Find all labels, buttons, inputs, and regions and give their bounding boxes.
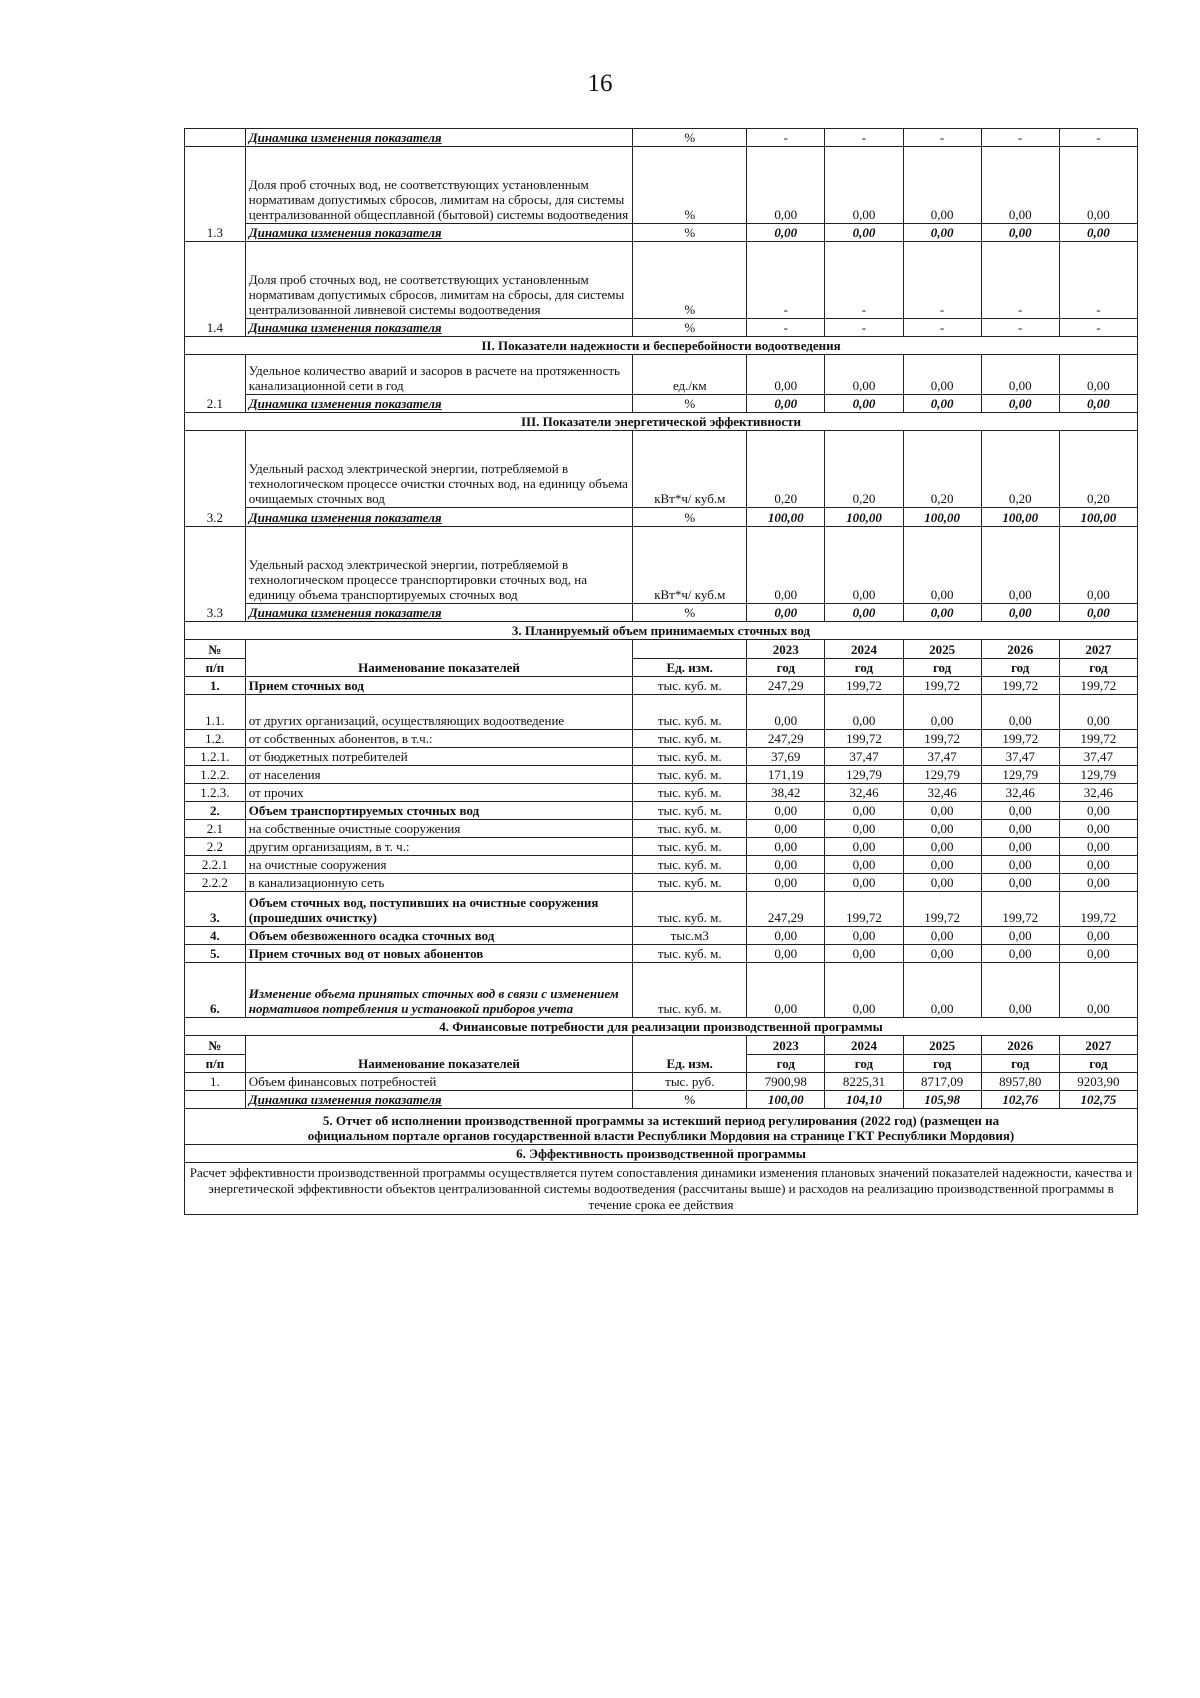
year-header: 2023	[747, 640, 825, 659]
row-number: 1.	[185, 677, 246, 695]
value-cell: 0,00	[903, 527, 981, 604]
dynamics-row	[185, 129, 1138, 147]
value-cell: 199,72	[903, 892, 981, 927]
efficiency-section	[185, 1145, 1138, 1163]
volume-row	[185, 892, 1138, 927]
value-cell: -	[981, 129, 1059, 147]
value-cell: 199,72	[825, 677, 903, 695]
value-cell: 129,79	[981, 766, 1059, 784]
volume-row	[185, 945, 1138, 963]
value-cell: -	[825, 319, 903, 337]
value-cell: 38,42	[747, 784, 825, 802]
efficiency-text-row	[185, 1163, 1138, 1215]
value-cell: 37,47	[1059, 748, 1137, 766]
row-number	[185, 1091, 246, 1109]
value-cell: 0,00	[825, 874, 903, 892]
name-header: Наименование показателей	[245, 640, 632, 677]
value-cell: 0,00	[1059, 802, 1137, 820]
year-word: год	[825, 659, 903, 677]
dynamics-label: Динамика изменения показателя	[245, 604, 632, 622]
value-cell: 129,79	[1059, 766, 1137, 784]
value-cell: 129,79	[903, 766, 981, 784]
unit-cell: тыс. куб. м.	[633, 945, 747, 963]
unit-cell: %	[633, 395, 747, 413]
volume-section	[185, 622, 1138, 640]
value-cell: 0,00	[747, 527, 825, 604]
value-cell: 0,00	[903, 874, 981, 892]
value-cell: 0,00	[981, 802, 1059, 820]
volume-row	[185, 784, 1138, 802]
year-word: год	[1059, 659, 1137, 677]
indicator-name: другим организациям, в т. ч.:	[245, 838, 632, 856]
row-number: 2.	[185, 802, 246, 820]
value-cell: 0,00	[747, 355, 825, 395]
unit-cell: тыс. куб. м.	[633, 677, 747, 695]
unit-cell: тыс. куб. м.	[633, 766, 747, 784]
efficiency-text: Расчет эффективности производственной программы осуществляется путем сопоставления динамики изменения плановых значений показателей надежности, качества и энергетической эффективности объектов централизованной системы водоотведения (рассчитаны выше) и расходов на реализацию производственной программы в течение срока ее действия	[185, 1163, 1138, 1215]
row-number: 5.	[185, 945, 246, 963]
value-cell: 0,00	[747, 802, 825, 820]
volume-row	[185, 766, 1138, 784]
unit-cell: %	[633, 319, 747, 337]
row-number: 3.2	[185, 431, 246, 527]
value-cell: -	[825, 129, 903, 147]
value-cell: 37,47	[903, 748, 981, 766]
unit-cell: тыс. куб. м.	[633, 874, 747, 892]
value-cell: 100,00	[903, 508, 981, 527]
section-2-title: II. Показатели надежности и бесперебойности водоотведения	[185, 337, 1138, 355]
value-cell: 0,00	[825, 224, 903, 242]
value-cell: 199,72	[981, 892, 1059, 927]
value-cell: 0,00	[903, 224, 981, 242]
value-cell: 247,29	[747, 892, 825, 927]
indicator-name: Доля проб сточных вод, не соответствующих установленным нормативам допустимых сбросов, лимитам на сбросы, для системы централизованной ливневой системы водоотведения	[245, 242, 632, 319]
unit-cell: %	[633, 129, 747, 147]
value-cell: 0,00	[903, 945, 981, 963]
row-number: 3.3	[185, 527, 246, 622]
value-cell: 199,72	[825, 730, 903, 748]
indicator-name: от других организаций, осуществляющих водоотведение	[245, 695, 632, 730]
year-word: год	[747, 659, 825, 677]
unit-cell: тыс. куб. м.	[633, 730, 747, 748]
volume-row	[185, 963, 1138, 1018]
row-number: 1.2.3.	[185, 784, 246, 802]
value-cell: 0,00	[903, 695, 981, 730]
unit-cell: %	[633, 147, 747, 224]
row-number: 6.	[185, 963, 246, 1018]
value-cell: 129,79	[825, 766, 903, 784]
indicator-name: Объем обезвоженного осадка сточных вод	[245, 927, 632, 945]
year-word: год	[825, 1055, 903, 1073]
volume-row	[185, 730, 1138, 748]
unit-cell: ед./км	[633, 355, 747, 395]
value-cell: 0,00	[981, 395, 1059, 413]
value-cell: 100,00	[747, 1091, 825, 1109]
year-header: 2025	[903, 640, 981, 659]
value-cell: 0,00	[825, 527, 903, 604]
indicator-name: Доля проб сточных вод, не соответствующих установленным нормативам допустимых сбросов, лимитам на сбросы, для системы централизованной общесплавной (бытовой) системы водоотведения	[245, 147, 632, 224]
unit-header: Ед. изм.	[633, 659, 747, 677]
indicator-name: Удельный расход электрической энергии, потребляемой в технологическом процессе транспортировки сточных вод, на единицу объема транспортируемых сточных вод	[245, 527, 632, 604]
dynamics-row	[185, 508, 1138, 527]
report-line-2: официальном портале органов государственной власти Республики Мордовия на странице ГКТ Республики Мордовия)	[307, 1128, 1015, 1143]
row-number: 1.3	[185, 147, 246, 242]
value-cell: 0,00	[1059, 820, 1137, 838]
num-header: №	[185, 640, 246, 659]
value-cell: -	[903, 242, 981, 319]
value-cell: -	[747, 129, 825, 147]
indicator-name: Объем сточных вод, поступивших на очистные сооружения (прошедших очистку)	[245, 892, 632, 927]
year-header: 2027	[1059, 640, 1137, 659]
value-cell: 0,00	[1059, 963, 1137, 1018]
value-cell: 199,72	[981, 677, 1059, 695]
volume-row	[185, 856, 1138, 874]
value-cell: 0,00	[747, 874, 825, 892]
value-cell: 0,00	[1059, 695, 1137, 730]
value-cell: 0,00	[981, 355, 1059, 395]
indicator-row-row_1_3	[185, 147, 1138, 224]
value-cell: 0,00	[981, 945, 1059, 963]
unit-cell: тыс. куб. м.	[633, 820, 747, 838]
value-cell: -	[903, 129, 981, 147]
unit-cell: тыс. куб. м.	[633, 892, 747, 927]
value-cell: 37,47	[825, 748, 903, 766]
indicators-table	[184, 128, 1138, 1215]
year-header: 2023	[747, 1036, 825, 1055]
value-cell: 0,00	[747, 224, 825, 242]
volume-section-title: 3. Планируемый объем принимаемых сточных вод	[185, 622, 1138, 640]
unit-header: Ед. изм.	[633, 1036, 747, 1073]
finance-row	[185, 1073, 1138, 1091]
value-cell: 0,00	[825, 604, 903, 622]
year-word: год	[981, 659, 1059, 677]
indicator-name: на очистные сооружения	[245, 856, 632, 874]
indicator-name: Объем финансовых потребностей	[245, 1073, 632, 1091]
value-cell: -	[747, 319, 825, 337]
volume-row	[185, 695, 1138, 730]
value-cell: 0,20	[747, 431, 825, 508]
unit-cell: кВт*ч/ куб.м	[633, 431, 747, 508]
dynamics-label: Динамика изменения показателя	[245, 224, 632, 242]
value-cell: 0,20	[981, 431, 1059, 508]
dynamics-row	[185, 395, 1138, 413]
section-2	[185, 337, 1138, 355]
report-section-text	[185, 1109, 1138, 1145]
indicator-name: от бюджетных потребителей	[245, 748, 632, 766]
value-cell: 0,00	[825, 963, 903, 1018]
value-cell: 0,00	[981, 695, 1059, 730]
row-number: 2.2	[185, 838, 246, 856]
value-cell: 104,10	[825, 1091, 903, 1109]
value-cell: 0,00	[747, 945, 825, 963]
value-cell: 0,00	[747, 820, 825, 838]
volume-header-row	[185, 640, 1138, 659]
value-cell: 0,20	[903, 431, 981, 508]
value-cell: 0,00	[903, 802, 981, 820]
value-cell: -	[1059, 129, 1137, 147]
unit-cell: тыс.м3	[633, 927, 747, 945]
value-cell: 0,00	[981, 874, 1059, 892]
row-number: 1.4	[185, 242, 246, 337]
value-cell: 0,00	[1059, 945, 1137, 963]
row-number: 2.1	[185, 355, 246, 413]
finance-section-title: 4. Финансовые потребности для реализации производственной программы	[185, 1018, 1138, 1036]
row-number: 1.1.	[185, 695, 246, 730]
value-cell: -	[981, 242, 1059, 319]
value-cell: 0,00	[981, 604, 1059, 622]
value-cell: 0,00	[981, 927, 1059, 945]
efficiency-section-title: 6. Эффективность производственной программы	[185, 1145, 1138, 1163]
volume-row	[185, 677, 1138, 695]
unit-cell: %	[633, 224, 747, 242]
value-cell: 100,00	[1059, 508, 1137, 527]
indicator-name: Прием сточных вод от новых абонентов	[245, 945, 632, 963]
year-header: 2024	[825, 1036, 903, 1055]
indicator-name: Объем транспортируемых сточных вод	[245, 802, 632, 820]
value-cell: 102,75	[1059, 1091, 1137, 1109]
section-3	[185, 413, 1138, 431]
value-cell: 199,72	[1059, 892, 1137, 927]
indicator-name: на собственные очистные сооружения	[245, 820, 632, 838]
volume-row	[185, 748, 1138, 766]
report-line-1: 5. Отчет об исполнении производственной программы за истекший период регулирования (2022 год) (размещен на	[322, 1113, 1000, 1128]
value-cell: 0,00	[903, 147, 981, 224]
value-cell: 0,00	[981, 224, 1059, 242]
value-cell: 0,00	[1059, 874, 1137, 892]
dynamics-label: Динамика изменения показателя	[245, 319, 632, 337]
value-cell: 0,00	[903, 820, 981, 838]
value-cell: 0,00	[903, 963, 981, 1018]
indicator-name: от собственных абонентов, в т.ч.:	[245, 730, 632, 748]
value-cell: 199,72	[825, 892, 903, 927]
value-cell: -	[825, 242, 903, 319]
unit-cell: тыс. руб.	[633, 1073, 747, 1091]
value-cell: 0,00	[747, 395, 825, 413]
unit-cell: кВт*ч/ куб.м	[633, 527, 747, 604]
value-cell: 0,00	[903, 355, 981, 395]
value-cell: 0,00	[981, 820, 1059, 838]
value-cell: 0,20	[1059, 431, 1137, 508]
row-number: 4.	[185, 927, 246, 945]
value-cell: 7900,98	[747, 1073, 825, 1091]
value-cell: 0,00	[903, 395, 981, 413]
value-cell: 0,00	[825, 838, 903, 856]
value-cell: -	[981, 319, 1059, 337]
volume-row	[185, 927, 1138, 945]
value-cell: 100,00	[747, 508, 825, 527]
value-cell: 0,00	[825, 802, 903, 820]
value-cell: 0,00	[903, 838, 981, 856]
value-cell: 0,00	[825, 355, 903, 395]
indicator-row-row_2_1	[185, 355, 1138, 395]
value-cell: 247,29	[747, 730, 825, 748]
dynamics-label: Динамика изменения показателя	[245, 508, 632, 527]
unit-cell: %	[633, 508, 747, 527]
value-cell: 0,00	[747, 695, 825, 730]
value-cell: 247,29	[747, 677, 825, 695]
value-cell: 0,00	[903, 856, 981, 874]
dynamics-row	[185, 1091, 1138, 1109]
row-number: 2.2.2	[185, 874, 246, 892]
dynamics-label: Динамика изменения показателя	[245, 395, 632, 413]
value-cell: 0,00	[747, 856, 825, 874]
value-cell: 0,00	[1059, 224, 1137, 242]
section-3-title: III. Показатели энергетической эффективности	[185, 413, 1138, 431]
year-header: 2026	[981, 640, 1059, 659]
dynamics-row	[185, 319, 1138, 337]
value-cell: 199,72	[1059, 677, 1137, 695]
value-cell: 32,46	[1059, 784, 1137, 802]
value-cell: 37,69	[747, 748, 825, 766]
value-cell: 171,19	[747, 766, 825, 784]
dynamics-label: Динамика изменения показателя	[245, 1091, 632, 1109]
value-cell: -	[747, 242, 825, 319]
unit-cell: %	[633, 1091, 747, 1109]
value-cell: 32,46	[903, 784, 981, 802]
value-cell: 0,20	[825, 431, 903, 508]
volume-row	[185, 838, 1138, 856]
indicator-name: от прочих	[245, 784, 632, 802]
unit-cell: тыс. куб. м.	[633, 856, 747, 874]
value-cell: 9203,90	[1059, 1073, 1137, 1091]
year-header: 2027	[1059, 1036, 1137, 1055]
volume-row	[185, 802, 1138, 820]
unit-cell: тыс. куб. м.	[633, 695, 747, 730]
value-cell: 0,00	[903, 604, 981, 622]
year-word: год	[981, 1055, 1059, 1073]
indicator-name: Удельное количество аварий и засоров в расчете на протяженность канализационной сети в год	[245, 355, 632, 395]
row-number: 3.	[185, 892, 246, 927]
value-cell: 0,00	[981, 147, 1059, 224]
value-cell: 8225,31	[825, 1073, 903, 1091]
unit-cell: тыс. куб. м.	[633, 838, 747, 856]
year-header: 2024	[825, 640, 903, 659]
unit-cell: тыс. куб. м.	[633, 784, 747, 802]
year-word: год	[903, 1055, 981, 1073]
unit-cell: тыс. куб. м.	[633, 748, 747, 766]
value-cell: 0,00	[1059, 527, 1137, 604]
value-cell: 0,00	[981, 963, 1059, 1018]
row-number: 2.1	[185, 820, 246, 838]
volume-row	[185, 820, 1138, 838]
volume-row	[185, 874, 1138, 892]
indicator-name: Изменение объема принятых сточных вод в связи с изменением нормативов потребления и установкой приборов учета	[245, 963, 632, 1018]
unit-cell: %	[633, 604, 747, 622]
dynamics-row	[185, 224, 1138, 242]
indicator-row-row_3_3	[185, 527, 1138, 604]
unit-cell: тыс. куб. м.	[633, 963, 747, 1018]
value-cell: 0,00	[747, 604, 825, 622]
finance-header-row	[185, 1036, 1138, 1055]
value-cell: 100,00	[981, 508, 1059, 527]
year-header: 2026	[981, 1036, 1059, 1055]
value-cell: 199,72	[981, 730, 1059, 748]
value-cell: 0,00	[747, 838, 825, 856]
dynamics-label: Динамика изменения показателя	[245, 129, 632, 147]
row-number: 1.2.2.	[185, 766, 246, 784]
year-word: год	[903, 659, 981, 677]
row-number: 1.2.	[185, 730, 246, 748]
value-cell: 0,00	[1059, 395, 1137, 413]
value-cell: 0,00	[1059, 604, 1137, 622]
num-header: п/п	[185, 659, 246, 677]
row-number: 2.2.1	[185, 856, 246, 874]
value-cell: 0,00	[981, 527, 1059, 604]
value-cell: 199,72	[903, 730, 981, 748]
value-cell: 37,47	[981, 748, 1059, 766]
value-cell: 0,00	[747, 927, 825, 945]
value-cell: 0,00	[1059, 856, 1137, 874]
page-number: 16	[587, 70, 613, 97]
row-number	[185, 129, 246, 147]
value-cell: 0,00	[747, 147, 825, 224]
indicator-name: в канализационную сеть	[245, 874, 632, 892]
unit-cell: тыс. куб. м.	[633, 802, 747, 820]
indicator-row-row_3_2	[185, 431, 1138, 508]
unit-header-top	[633, 640, 747, 659]
value-cell: -	[1059, 242, 1137, 319]
year-header: 2025	[903, 1036, 981, 1055]
indicator-row-row_1_4	[185, 242, 1138, 319]
value-cell: 0,00	[825, 927, 903, 945]
value-cell: 0,00	[825, 820, 903, 838]
value-cell: 100,00	[825, 508, 903, 527]
unit-cell: %	[633, 242, 747, 319]
report-section	[185, 1109, 1138, 1145]
finance-section	[185, 1018, 1138, 1036]
value-cell: 0,00	[903, 927, 981, 945]
value-cell: 0,00	[825, 945, 903, 963]
value-cell: 32,46	[981, 784, 1059, 802]
name-header: Наименование показателей	[245, 1036, 632, 1073]
value-cell: 0,00	[747, 963, 825, 1018]
row-number: 1.	[185, 1073, 246, 1091]
value-cell: 0,00	[1059, 927, 1137, 945]
value-cell: 0,00	[825, 695, 903, 730]
value-cell: 199,72	[1059, 730, 1137, 748]
year-word: год	[747, 1055, 825, 1073]
indicator-name: Удельный расход электрической энергии, потребляемой в технологическом процессе очистки сточных вод, на единицу объема очищаемых сточных вод	[245, 431, 632, 508]
value-cell: 0,00	[825, 147, 903, 224]
indicator-name: от населения	[245, 766, 632, 784]
value-cell: 8957,80	[981, 1073, 1059, 1091]
value-cell: 0,00	[981, 838, 1059, 856]
value-cell: 0,00	[825, 856, 903, 874]
value-cell: 105,98	[903, 1091, 981, 1109]
value-cell: 102,76	[981, 1091, 1059, 1109]
row-number: 1.2.1.	[185, 748, 246, 766]
dynamics-row	[185, 604, 1138, 622]
indicator-name: Прием сточных вод	[245, 677, 632, 695]
value-cell: 0,00	[1059, 147, 1137, 224]
year-word: год	[1059, 1055, 1137, 1073]
value-cell: -	[903, 319, 981, 337]
value-cell: 32,46	[825, 784, 903, 802]
value-cell: -	[1059, 319, 1137, 337]
num-header: п/п	[185, 1055, 246, 1073]
value-cell: 0,00	[981, 856, 1059, 874]
value-cell: 0,00	[825, 395, 903, 413]
value-cell: 199,72	[903, 677, 981, 695]
num-header: №	[185, 1036, 246, 1055]
value-cell: 0,00	[1059, 355, 1137, 395]
value-cell: 0,00	[1059, 838, 1137, 856]
value-cell: 8717,09	[903, 1073, 981, 1091]
